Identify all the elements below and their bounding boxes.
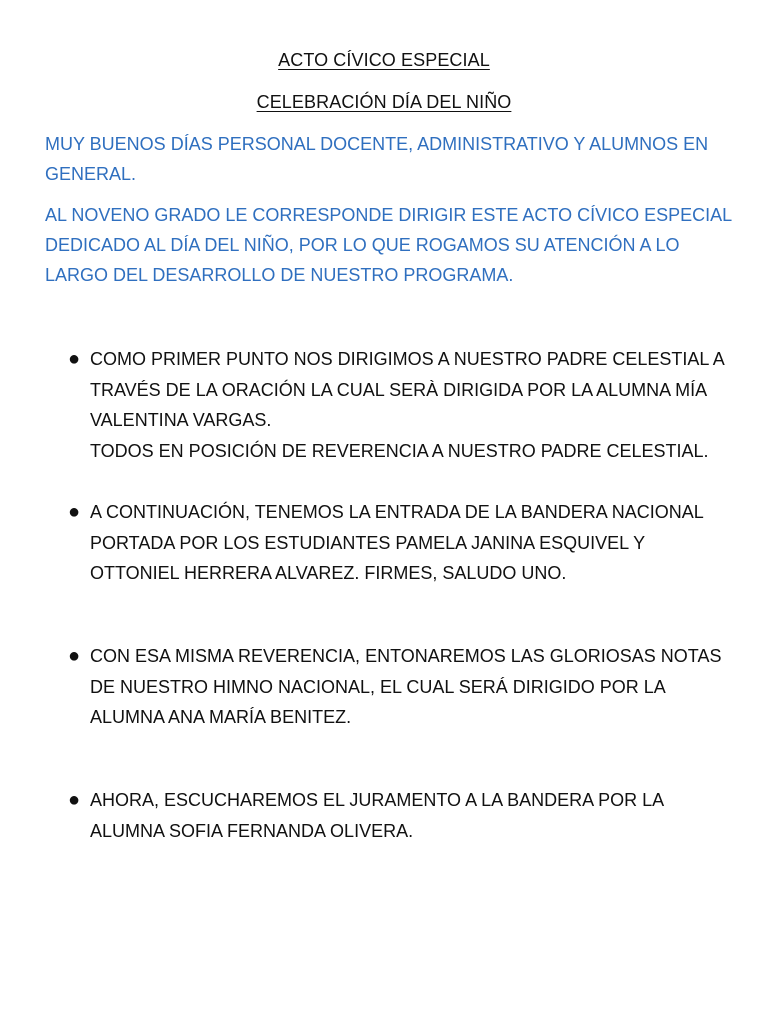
program-item bbox=[68, 785, 738, 846]
greeting-paragraph: MUY BUENOS DÍAS PERSONAL DOCENTE, ADMINISTRATIVO Y ALUMNOS EN GENERAL. bbox=[45, 134, 709, 184]
program-item bbox=[68, 641, 738, 733]
program-item bbox=[68, 497, 738, 589]
document-subtitle: CELEBRACIÓN DÍA DEL NIÑO bbox=[256, 92, 512, 112]
program-item-text: AHORA, ESCUCHAREMOS EL JURAMENTO A LA BANDERA POR LA ALUMNA SOFIA FERNANDA OLIVERA. bbox=[90, 790, 664, 841]
bullet-icon: ● bbox=[68, 348, 81, 370]
document-title: ACTO CÍVICO ESPECIAL bbox=[278, 50, 490, 70]
bullet-icon: ● bbox=[68, 501, 81, 523]
bullet-icon: ● bbox=[68, 645, 81, 667]
program-item-text: CON ESA MISMA REVERENCIA, ENTONAREMOS LAS GLORIOSAS NOTAS DE NUESTRO HIMNO NACIONAL, EL CUAL SERÁ DIRIGIDO POR LA ALUMNA ANA MARÍA BENITEZ. bbox=[90, 646, 722, 727]
program-item bbox=[68, 344, 738, 466]
program-item-text: A CONTINUACIÓN, TENEMOS LA ENTRADA DE LA BANDERA NACIONAL PORTADA POR LOS ESTUDIANTES PAMELA JANINA ESQUIVEL Y OTTONIEL HERRERA ALVAREZ. FIRMES, SALUDO UNO. bbox=[90, 502, 704, 583]
program-item-text: COMO PRIMER PUNTO NOS DIRIGIMOS A NUESTRO PADRE CELESTIAL A TRAVÉS DE LA ORACIÓN LA CUAL SERÀ DIRIGIDA POR LA ALUMNA MÍA VALENTINA VARGAS. TODOS EN POSICIÓN DE REVERENCIA A NUESTRO PADRE CELESTIAL. bbox=[90, 349, 724, 461]
intro-paragraph: AL NOVENO GRADO LE CORRESPONDE DIRIGIR ESTE ACTO CÍVICO ESPECIAL DEDICADO AL DÍA DEL NIÑO, POR LO QUE ROGAMOS SU ATENCIÓN A LO LARGO DEL DESARROLLO DE NUESTRO PROGRAMA. bbox=[45, 205, 732, 285]
bullet-icon: ● bbox=[68, 789, 81, 811]
